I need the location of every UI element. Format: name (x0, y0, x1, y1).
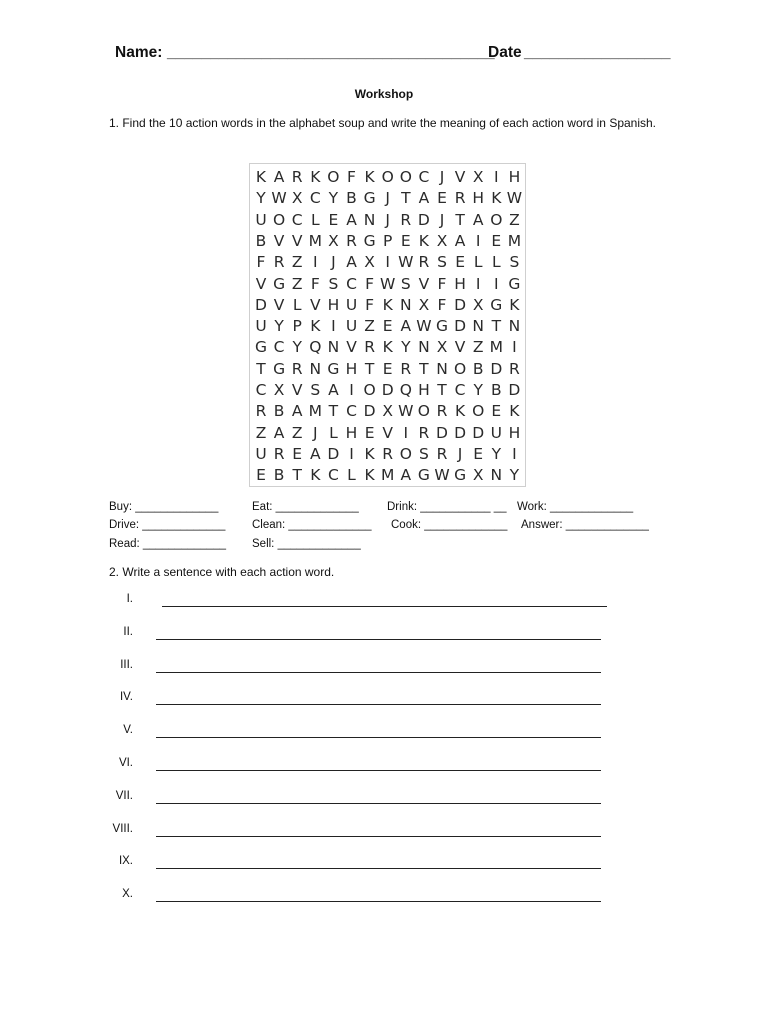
vocab-item[interactable]: Sell: _____________ (252, 538, 361, 550)
grid-letter: D (472, 423, 485, 442)
sentence-number: III. (120, 658, 133, 671)
vocab-item[interactable]: Work: _____________ (517, 501, 634, 513)
grid-letter: U (255, 210, 267, 229)
grid-letter: L (292, 295, 302, 314)
grid-letter: I (475, 231, 481, 250)
grid-letter: I (512, 444, 517, 463)
grid-letter: O (381, 168, 394, 186)
grid-letter: C (346, 402, 357, 421)
grid-letter: X (472, 295, 484, 314)
sentence-number: X. (122, 888, 133, 901)
grid-letter: E (455, 253, 465, 272)
grid-letter: B (346, 189, 357, 208)
grid-letter: I (313, 253, 318, 272)
grid-letter: R (255, 402, 267, 421)
grid-letter: G (435, 317, 448, 336)
grid-row (252, 466, 523, 487)
grid-letter: E (364, 423, 375, 442)
grid-letter: J (439, 210, 445, 229)
grid-letter: J (457, 444, 463, 463)
grid-letter: H (327, 295, 340, 314)
grid-letter: K (310, 466, 321, 485)
grid-letter: G (490, 295, 503, 314)
grid-letter: K (364, 444, 375, 463)
grid-letter: X (436, 338, 448, 357)
grid-letter: Y (473, 381, 483, 399)
grid-letter: F (437, 295, 447, 314)
grid-letter: X (418, 295, 430, 314)
grid-letter: Q (309, 338, 322, 357)
grid-letter: C (291, 210, 303, 229)
grid-letter: L (310, 210, 320, 229)
grid-row (252, 381, 523, 402)
vocab-item[interactable]: Drive: _____________ (109, 519, 226, 531)
grid-letter: R (400, 210, 412, 229)
grid-letter: S (509, 253, 520, 272)
grid-letter: E (491, 402, 502, 421)
grid-letter: F (310, 274, 320, 293)
sentence-answer-line[interactable] (156, 901, 601, 902)
vocab-item[interactable]: Answer: _____________ (521, 519, 649, 531)
grid-letter: V (273, 295, 285, 314)
grid-letter: N (363, 210, 376, 229)
grid-letter: C (255, 381, 267, 399)
grid-letter: G (273, 274, 286, 293)
grid-letter: R (364, 338, 375, 357)
grid-letter: F (365, 274, 375, 293)
grid-letter: L (473, 253, 483, 272)
grid-letter: O (363, 381, 376, 399)
grid-letter: A (273, 168, 285, 186)
grid-letter: O (453, 359, 467, 378)
grid-letter: X (273, 381, 285, 399)
instruction-find-words: 1. Find the 10 action words in the alphabet soup and write the meaning of each action word in Spanish. (109, 116, 657, 130)
grid-row (252, 360, 523, 381)
grid-letter: R (436, 402, 448, 421)
grid-letter: I (349, 381, 354, 399)
grid-row (252, 317, 523, 338)
grid-letter: L (347, 466, 356, 485)
grid-letter: W (271, 189, 287, 208)
grid-letter: Y (328, 189, 339, 208)
grid-letter: J (331, 253, 336, 272)
grid-letter: V (418, 274, 430, 293)
sentence-number: VII. (115, 789, 133, 802)
grid-letter: R (382, 444, 394, 463)
grid-letter: V (255, 274, 267, 293)
grid-letter: A (309, 444, 321, 463)
grid-letter: V (382, 423, 393, 442)
grid-letter: W (506, 189, 523, 208)
grid-letter: R (273, 253, 285, 272)
grid-letter: V (291, 381, 303, 399)
name-blank[interactable]: ______________________________________ (167, 44, 495, 61)
grid-letter: D (327, 444, 340, 463)
grid-letter: S (310, 381, 321, 399)
name-label: Name: (115, 44, 163, 61)
grid-letter: D (454, 317, 467, 336)
grid-letter: V (291, 231, 303, 250)
grid-letter: W (416, 317, 432, 336)
sentence-number: IX. (118, 855, 133, 868)
grid-letter: N (472, 317, 484, 336)
grid-letter: N (327, 338, 340, 357)
grid-letter: D (381, 381, 394, 399)
grid-letter: D (490, 359, 503, 378)
grid-letter: D (363, 402, 376, 421)
sentence-answer-line[interactable] (156, 770, 601, 771)
grid-letter: F (437, 274, 447, 293)
grid-letter: X (472, 466, 484, 485)
grid-letter: C (454, 381, 466, 399)
grid-letter: T (364, 359, 375, 378)
grid-letter: A (328, 381, 339, 399)
vocab-item[interactable]: Clean: _____________ (252, 519, 372, 531)
grid-letter: K (509, 295, 520, 314)
grid-letter: G (508, 274, 521, 293)
grid-letter: A (273, 423, 285, 442)
grid-letter: T (256, 359, 266, 378)
grid-row (252, 296, 523, 317)
grid-letter: X (472, 168, 484, 186)
grid-letter: R (418, 253, 430, 272)
grid-letter: O (399, 168, 412, 186)
grid-letter: O (490, 210, 503, 229)
grid-letter: D (454, 295, 467, 314)
grid-letter: C (273, 338, 285, 357)
grid-letter: C (327, 466, 339, 485)
grid-letter: J (313, 423, 318, 442)
grid-letter: G (254, 338, 267, 357)
grid-letter: X (364, 253, 375, 272)
grid-letter: F (347, 168, 356, 186)
grid-letter: A (346, 210, 357, 229)
grid-letter: P (292, 317, 302, 336)
grid-letter: N (490, 466, 503, 485)
grid-letter: D (255, 295, 267, 314)
grid-letter: F (365, 295, 375, 314)
grid-letter: K (418, 231, 429, 250)
grid-letter: I (403, 423, 409, 442)
grid-letter: I (494, 168, 499, 186)
grid-letter: Y (292, 338, 302, 357)
grid-letter: K (255, 168, 267, 186)
grid-letter: X (291, 189, 303, 208)
grid-letter: H (472, 189, 485, 208)
grid-letter: L (329, 423, 338, 442)
grid-row (252, 168, 523, 189)
grid-letter: C (418, 168, 430, 186)
grid-letter: K (310, 168, 321, 186)
grid-letter: T (401, 189, 411, 208)
grid-letter: T (419, 359, 429, 378)
grid-letter: R (273, 444, 285, 463)
sentence-number: IV. (119, 691, 133, 704)
grid-letter: K (491, 189, 502, 208)
grid-letter: U (345, 295, 358, 314)
grid-letter: T (437, 381, 447, 399)
grid-letter: Z (509, 210, 520, 229)
sentence-answer-line[interactable] (156, 672, 601, 673)
grid-letter: O (472, 402, 485, 421)
sentence-number: I. (126, 593, 133, 605)
grid-letter: W (380, 274, 396, 293)
grid-letter: A (400, 317, 412, 336)
grid-letter: X (382, 402, 393, 421)
grid-letter: G (417, 466, 430, 485)
grid-row (252, 445, 523, 466)
grid-letter: V (309, 295, 321, 314)
grid-letter: G (327, 359, 340, 378)
grid-letter: D (508, 381, 521, 399)
grid-letter: K (364, 168, 375, 186)
grid-letter: I (494, 274, 499, 293)
grid-letter: E (382, 317, 393, 336)
sentence-answer-line[interactable] (156, 803, 601, 804)
grid-letter: V (454, 338, 466, 357)
grid-letter: O (272, 210, 286, 229)
grid-row (252, 211, 523, 232)
grid-letter: I (512, 338, 517, 357)
grid-letter: E (473, 444, 484, 463)
grid-letter: B (490, 381, 502, 399)
grid-letter: R (400, 359, 412, 378)
grid-letter: H (345, 423, 358, 442)
grid-letter: E (437, 189, 447, 208)
grid-letter: D (454, 423, 467, 442)
grid-letter: Y (491, 444, 502, 463)
grid-row (252, 424, 523, 445)
grid-letter: S (418, 444, 429, 463)
grid-letter: I (385, 253, 390, 272)
grid-letter: T (455, 210, 465, 229)
grid-letter: O (417, 402, 430, 421)
vocab-item[interactable]: Buy: _____________ (109, 501, 219, 513)
grid-letter: N (508, 317, 521, 336)
grid-letter: O (327, 168, 340, 186)
grid-letter: G (363, 231, 376, 250)
grid-letter: G (363, 189, 376, 208)
grid-letter: S (328, 274, 339, 293)
grid-letter: A (346, 253, 357, 272)
grid-letter: R (291, 359, 303, 378)
grid-letter: V (454, 168, 466, 186)
date-blank[interactable]: _________________ (524, 44, 671, 61)
grid-letter: E (328, 210, 339, 229)
grid-letter: E (292, 444, 303, 463)
grid-letter: G (273, 359, 286, 378)
grid-letter: R (418, 423, 430, 442)
grid-letter: J (385, 189, 390, 208)
grid-letter: Z (364, 317, 375, 336)
grid-letter: P (383, 231, 393, 250)
grid-letter: R (346, 231, 357, 250)
grid-letter: T (328, 402, 339, 421)
grid-letter: W (434, 466, 450, 485)
grid-letter: W (398, 253, 414, 272)
grid-letter: I (349, 444, 354, 463)
grid-letter: Y (256, 189, 266, 208)
grid-letter: B (273, 466, 285, 485)
grid-letter: V (346, 338, 357, 357)
grid-letter: B (273, 402, 285, 421)
grid-row (252, 402, 523, 423)
grid-letter: A (472, 210, 484, 229)
grid-letter: K (382, 338, 393, 357)
grid-letter: E (491, 231, 502, 250)
grid-letter: M (489, 338, 503, 357)
grid-letter: A (418, 189, 430, 208)
grid-letter: A (454, 231, 466, 250)
grid-letter: R (291, 168, 303, 186)
grid-letter: R (436, 444, 448, 463)
grid-letter: W (398, 402, 414, 421)
grid-letter: A (291, 402, 303, 421)
grid-letter: Y (274, 317, 284, 336)
word-search-grid (249, 163, 526, 487)
grid-letter: T (491, 317, 502, 336)
grid-letter: Y (401, 338, 411, 357)
grid-letter: F (256, 253, 266, 272)
grid-letter: M (308, 231, 322, 250)
grid-letter: X (436, 231, 448, 250)
grid-letter: D (417, 210, 430, 229)
grid-letter: N (309, 359, 322, 378)
grid-letter: E (382, 359, 393, 378)
sentence-number: VI. (118, 757, 133, 769)
grid-letter: K (364, 466, 375, 485)
grid-letter: G (454, 466, 467, 485)
grid-letter: N (436, 359, 448, 378)
vocab-item[interactable]: Drink: ___________ __ (387, 501, 507, 513)
grid-row (252, 232, 523, 253)
grid-letter: U (345, 317, 358, 336)
grid-letter: E (256, 466, 266, 485)
grid-letter: K (382, 295, 393, 314)
grid-letter: Z (472, 338, 484, 357)
grid-letter: Z (291, 423, 303, 442)
grid-letter: Z (291, 253, 303, 272)
grid-letter: U (255, 317, 267, 336)
grid-letter: J (439, 168, 445, 186)
sentence-answer-line[interactable] (156, 868, 601, 869)
grid-letter: H (454, 274, 466, 293)
vocab-item[interactable]: Read: _____________ (109, 538, 227, 550)
worksheet-title: Workshop (354, 87, 414, 101)
grid-letter: I (331, 317, 336, 336)
grid-letter: C (346, 274, 357, 293)
grid-letter: U (255, 444, 267, 463)
sentence-answer-line[interactable] (156, 704, 601, 705)
grid-letter: Z (291, 274, 303, 293)
grid-letter: O (399, 444, 412, 463)
sentence-answer-line[interactable] (156, 737, 601, 738)
grid-letter: H (345, 359, 358, 378)
vocab-item[interactable]: Eat: _____________ (252, 501, 359, 513)
grid-letter: Z (255, 423, 267, 442)
instruction-write-sentences: 2. Write a sentence with each action word. (109, 565, 335, 579)
grid-letter: Y (509, 466, 520, 485)
grid-letter: C (309, 189, 321, 208)
grid-letter: H (508, 423, 521, 442)
grid-letter: N (399, 295, 412, 314)
grid-letter: Q (399, 381, 412, 399)
grid-letter: B (255, 231, 267, 250)
sentence-number: VIII. (112, 822, 133, 835)
grid-letter: J (385, 210, 390, 229)
grid-letter: D (436, 423, 448, 442)
grid-letter: X (328, 231, 339, 250)
name-date-header (115, 44, 675, 66)
grid-letter: H (418, 381, 430, 399)
sentence-answer-line[interactable] (162, 606, 607, 607)
grid-letter: K (509, 402, 520, 421)
grid-row (252, 253, 523, 274)
grid-letter: M (507, 231, 522, 250)
grid-letter: M (381, 466, 395, 485)
grid-letter: N (418, 338, 430, 357)
grid-letter: M (308, 402, 322, 421)
grid-row (252, 275, 523, 296)
grid-letter: K (310, 317, 321, 336)
grid-letter: S (400, 274, 411, 293)
sentence-answer-line[interactable] (156, 836, 601, 837)
grid-letter: I (475, 274, 481, 293)
grid-letter: T (292, 466, 302, 485)
sentence-number: V. (123, 724, 133, 737)
grid-letter: R (509, 359, 520, 378)
grid-row (252, 338, 523, 359)
grid-letter: S (437, 253, 447, 272)
grid-row (252, 189, 523, 210)
grid-letter: V (273, 231, 285, 250)
grid-letter: B (472, 359, 484, 378)
grid-letter: K (455, 402, 466, 421)
date-label: Date (488, 44, 522, 61)
sentence-answer-line[interactable] (156, 639, 601, 640)
grid-letter: H (508, 168, 521, 186)
grid-letter: U (490, 423, 502, 442)
grid-letter: R (454, 189, 466, 208)
sentence-number: II. (123, 625, 133, 638)
grid-letter: A (400, 466, 412, 485)
grid-letter: E (400, 231, 411, 250)
vocab-item[interactable]: Cook: _____________ (391, 519, 508, 531)
grid-letter: L (491, 253, 501, 272)
